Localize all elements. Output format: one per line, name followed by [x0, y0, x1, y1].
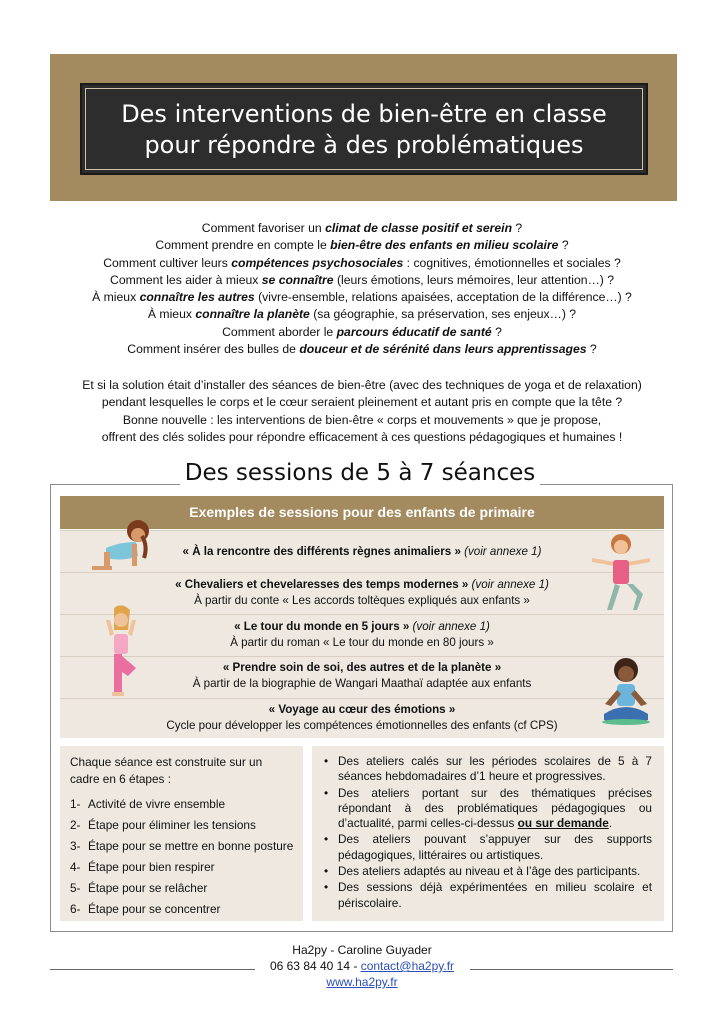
- intro-question: Comment aborder le parcours éducatif de santé ?: [222, 324, 502, 339]
- step-item: 2- Étape pour éliminer les tensions: [70, 818, 256, 832]
- session-note: (voir annexe 1): [468, 578, 549, 591]
- list-item: • Des ateliers calés sur les périodes scolaires de 5 à 7 séances hebdomadaires d’1 heure et progressives.: [322, 754, 652, 785]
- session-title: « À la rencontre des différents règnes animaliers »: [182, 545, 461, 558]
- child-yoga-tree-pose-right-icon: [588, 532, 654, 614]
- session-note: (voir annexe 1): [460, 545, 542, 558]
- features-box: [312, 746, 664, 921]
- session-note: (voir annexe 1): [409, 620, 490, 633]
- intro-paragraph-line: pendant lesquelles le corps et le cœur seraient pleinement et autant pris en compte que la tête ?: [101, 395, 623, 410]
- footer-name: Ha2py - Caroline Guyader: [292, 943, 432, 957]
- intro-question: À mieux connaître les autres (vivre-ensemble, relations apaisées, acceptation de la différence…) ?: [92, 290, 632, 305]
- session-subtitle: À partir du conte « Les accords toltèques expliqués aux enfants »: [194, 594, 530, 607]
- session-title: « Le tour du monde en 5 jours »: [234, 620, 410, 633]
- session-steps-box: [60, 746, 303, 921]
- list-item: • Des sessions déjà expérimentées en milieu scolaire et périscolaire.: [322, 880, 652, 911]
- intro-paragraph-line: Bonne nouvelle : les interventions de bien-être « corps et mouvements » que je propose,: [122, 412, 602, 427]
- steps-list: [70, 796, 295, 918]
- session-title: « Prendre soin de soi, des autres et de la planète »: [222, 661, 502, 674]
- intro-question: Comment cultiver leurs compétences psychosociales : cognitives, émotionnelles et sociales ?: [103, 255, 621, 270]
- list-item: • Des ateliers portant sur des thématiques précises répondant à des problématiques pédagogiques ou d’actualité, parmi celles-ci-dessus ou sur demande.: [322, 786, 652, 832]
- step-item: 1- Activité de vivre ensemble: [70, 797, 226, 811]
- steps-intro-line-2: cadre en 6 étapes :: [70, 772, 171, 786]
- title-line-2: pour répondre à des problématiques: [144, 131, 584, 159]
- intro-questions: [40, 220, 684, 358]
- footer-phone: 06 63 84 40 14 -: [269, 959, 361, 973]
- footer: [0, 942, 724, 990]
- intro-question: Comment prendre en compte le bien-être des enfants en milieu scolaire ?: [155, 238, 569, 253]
- features-list: [322, 754, 652, 911]
- child-meditation-icon: [598, 656, 654, 726]
- child-yoga-tree-pose-left-icon: [100, 604, 142, 698]
- section-title: Des sessions de 5 à 7 séances: [180, 458, 540, 488]
- session-title: « Voyage au cœur des émotions »: [268, 703, 456, 716]
- title-line-1: Des interventions de bien-être en classe: [121, 100, 607, 128]
- session-row: [60, 614, 664, 656]
- email-link[interactable]: contact@ha2py.fr: [360, 959, 455, 973]
- website-link[interactable]: www.ha2py.fr: [326, 975, 398, 989]
- intro-question: Comment les aider à mieux se connaître (leurs émotions, leurs mémoires, leur attention…) ?: [110, 272, 614, 287]
- session-row: [60, 698, 664, 738]
- step-item: 4- Étape pour bien respirer: [70, 860, 215, 874]
- intro-paragraph-line: Et si la solution était d’installer des séances de bien-être (avec des techniques de yoga et de relaxation): [82, 378, 642, 392]
- page-title: [82, 99, 646, 161]
- child-yoga-cat-pose-icon: [88, 516, 158, 574]
- session-title: « Chevaliers et chevelaresses des temps modernes »: [175, 578, 469, 591]
- intro-question: Comment favoriser un climat de classe positif et serein ?: [201, 221, 523, 235]
- intro-paragraph: [40, 377, 684, 446]
- session-subtitle: À partir du roman « Le tour du monde en 80 jours »: [230, 636, 494, 649]
- list-item: • Des ateliers adaptés au niveau et à l’âge des participants.: [322, 864, 652, 879]
- session-row: [60, 572, 664, 614]
- intro-question: Comment insérer des bulles de douceur et de sérénité dans leurs apprentissages ?: [127, 342, 597, 357]
- intro-paragraph-line: offrent des clés solides pour répondre efficacement à ces questions pédagogiques et humaines !: [101, 429, 623, 444]
- session-row: [60, 656, 664, 698]
- list-item: • Des ateliers pouvant s’appuyer sur des supports pédagogiques, littéraires ou artistiques.: [322, 832, 652, 863]
- session-subtitle: Cycle pour développer les compétences émotionnelles des enfants (cf CPS): [166, 719, 558, 732]
- on-demand-emphasis: ou sur demande: [517, 816, 609, 831]
- step-item: 5- Étape pour se relâcher: [70, 881, 208, 895]
- session-subtitle: À partir de la biographie de Wangari Maathaï adaptée aux enfants: [192, 677, 532, 690]
- steps-intro-line-1: Chaque séance est construite sur un: [70, 755, 263, 769]
- step-item: 3- Étape pour se mettre en bonne posture: [70, 839, 294, 853]
- header-title-box: [80, 83, 648, 175]
- footer-contact: [0, 958, 724, 974]
- intro-question: À mieux connaître la planète (sa géographie, sa préservation, ses enjeux…) ?: [147, 307, 577, 322]
- sessions-box-title: Exemples de sessions pour des enfants de primaire: [60, 496, 664, 529]
- step-item: 6- Étape pour se concentrer: [70, 902, 221, 916]
